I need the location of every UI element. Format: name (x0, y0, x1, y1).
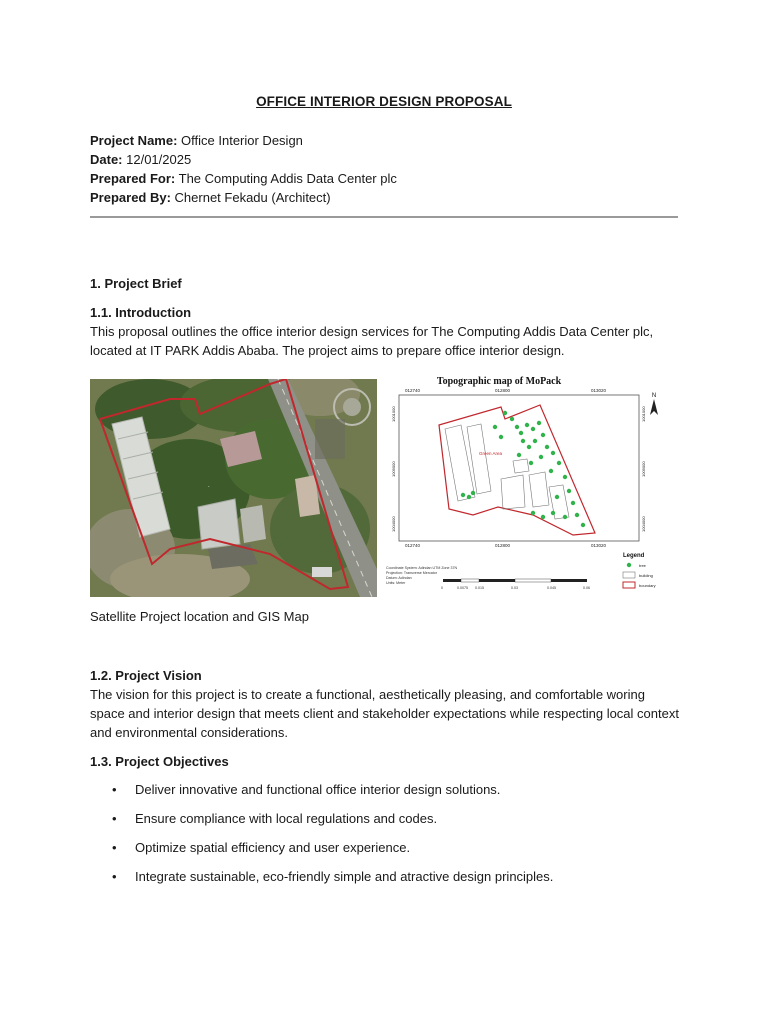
horizontal-divider (90, 216, 678, 218)
meta-value: Chernet Fekadu (Architect) (170, 190, 331, 205)
svg-text:0.03: 0.03 (511, 586, 518, 590)
section-heading-objectives: 1.3. Project Objectives (90, 754, 229, 769)
list-item-text: Integrate sustainable, eco-friendly simple and atractive design principles. (135, 869, 554, 884)
gis-tick-top: 013020 (591, 388, 607, 393)
gis-tick-right: 1004000 (641, 516, 646, 532)
boundary-legend-icon (623, 582, 635, 588)
svg-text:0.06: 0.06 (583, 586, 590, 590)
legend-item: building (639, 573, 653, 578)
list-item (90, 780, 690, 809)
gis-tick-top: 012740 (405, 388, 421, 393)
meta-label: Project Name: (90, 133, 178, 148)
bullet-icon: • (112, 782, 117, 797)
meta-label: Date: (90, 152, 123, 167)
svg-text:0.045: 0.045 (547, 586, 556, 590)
introduction-paragraph: This proposal outlines the office interior design services for The Computing Addis Data Center plc, located at IT PARK Addis Ababa. The project aims to prepare office interior design. (90, 324, 654, 358)
vision-paragraph: The vision for this project is to create a functional, aesthetically pleasing, and comfortable woring space and interior design that meets client and stakeholder expectations while respecting local context and environmental considerations. (90, 687, 679, 740)
gis-tick-left: 1009000 (391, 461, 396, 477)
list-item-text: Ensure compliance with local regulations and codes. (135, 811, 438, 826)
gis-note: Datum: Adindan (386, 576, 412, 580)
gis-tick-left: 1004000 (391, 516, 396, 532)
bullet-icon: • (112, 811, 117, 826)
meta-value: 12/01/2025 (122, 152, 192, 167)
gis-area-label: Green Area (479, 451, 503, 456)
gis-tick-right: 1009000 (641, 461, 646, 477)
meta-date (90, 150, 397, 169)
meta-prepared-for (90, 169, 397, 188)
satellite-image (90, 379, 377, 597)
meta-prepared-by (90, 188, 397, 207)
section-heading-project-brief: 1. Project Brief (90, 276, 182, 291)
meta-value: The Computing Addis Data Center plc (175, 171, 397, 186)
project-meta (90, 131, 397, 207)
tree-legend-icon (627, 563, 631, 567)
scale-bar (441, 579, 590, 590)
list-item (90, 809, 690, 838)
svg-text:.: . (208, 483, 210, 489)
legend-title: Legend (623, 553, 645, 559)
gis-tick-left: 1001000 (391, 406, 396, 422)
gis-map (383, 367, 665, 597)
objectives-list (90, 780, 690, 896)
meta-label: Prepared By: (90, 190, 171, 205)
bullet-icon: • (112, 840, 117, 855)
legend-item: boundary (639, 583, 656, 588)
list-item-text: Optimize spatial efficiency and user experience. (135, 840, 411, 855)
gis-note: Projection: Transverse Mercator (386, 571, 437, 575)
gis-note: Coordinate System: Adindan UTM Zone 37N (386, 566, 458, 570)
svg-text:0: 0 (441, 586, 443, 590)
building-legend-icon (623, 572, 635, 578)
north-arrow-icon (650, 393, 658, 415)
gis-tick-bottom: 012740 (405, 543, 421, 548)
figure-caption: Satellite Project location and GIS Map (90, 609, 309, 624)
list-item (90, 867, 690, 896)
gis-tick-top: 012800 (495, 388, 511, 393)
list-item-text: Deliver innovative and functional office interior design solutions. (135, 782, 501, 797)
gis-tick-bottom: 012800 (495, 543, 511, 548)
gis-tick-bottom: 013020 (591, 543, 607, 548)
gis-tick-right: 1001000 (641, 406, 646, 422)
north-label: N (651, 393, 657, 399)
section-heading-vision: 1.2. Project Vision (90, 668, 202, 683)
gis-map-title: Topographic map of MoPack (436, 376, 562, 387)
svg-text:0.0075: 0.0075 (457, 586, 468, 590)
gis-note: Units: Meter (386, 581, 406, 585)
legend-item: tree (639, 563, 646, 568)
meta-value: Office Interior Design (177, 133, 303, 148)
svg-text:0.015: 0.015 (475, 586, 484, 590)
document-title: OFFICE INTERIOR DESIGN PROPOSAL (256, 94, 512, 109)
bullet-icon: • (112, 869, 117, 884)
section-heading-introduction: 1.1. Introduction (90, 305, 192, 320)
meta-project-name (90, 131, 397, 150)
list-item (90, 838, 690, 867)
meta-label: Prepared For: (90, 171, 176, 186)
